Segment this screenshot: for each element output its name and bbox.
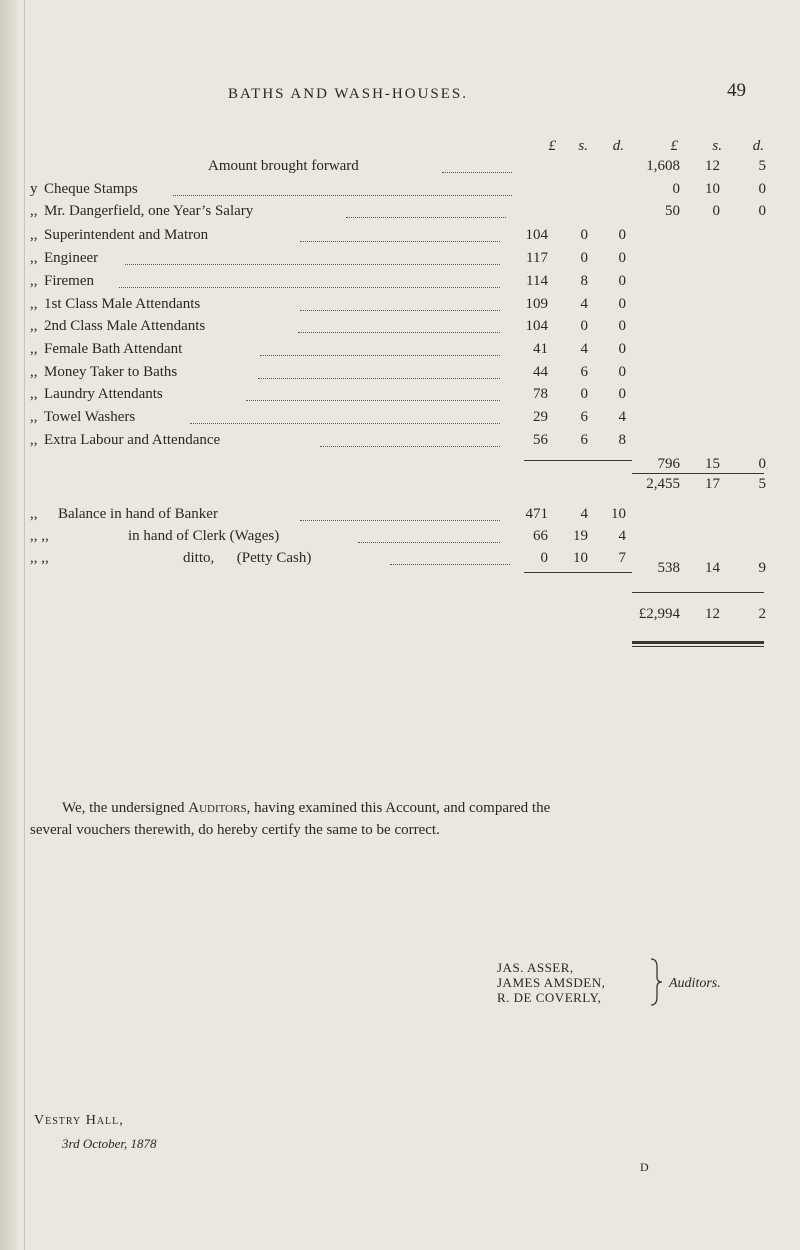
pounds: 104	[525, 318, 548, 334]
pence: 0	[618, 296, 626, 312]
ditto-mark: ,,	[30, 386, 38, 402]
leader-dots	[190, 423, 500, 424]
cert-text-b: , having examined this Account, and compared the	[246, 800, 551, 816]
ledger-row	[0, 528, 800, 548]
pounds: 109	[525, 296, 548, 312]
shillings: 0	[580, 318, 588, 334]
ledger-row	[0, 318, 800, 338]
certification-line-2: several vouchers therewith, do hereby certify the same to be correct.	[30, 822, 440, 838]
pence: 0	[618, 250, 626, 266]
double-rule-heavy	[632, 641, 764, 644]
shillings: 4	[580, 296, 588, 312]
pounds: 104	[525, 227, 548, 243]
row-label: 1st Class Male Attendants	[44, 296, 201, 312]
double-rule-light	[632, 646, 764, 647]
pence: 7	[618, 550, 626, 566]
page-number: 49	[727, 80, 746, 101]
pounds: £2,994	[638, 606, 680, 622]
running-total-rule	[632, 473, 764, 474]
shillings: 6	[580, 409, 588, 425]
leader-dots	[260, 355, 500, 356]
ledger-row	[0, 296, 800, 316]
leader-dots	[358, 542, 500, 543]
grand-total-rule	[632, 592, 764, 593]
pence: 0	[758, 456, 766, 472]
pounds: 78	[533, 386, 548, 402]
shillings: 12	[705, 158, 720, 174]
row-label: Laundry Attendants	[44, 386, 163, 402]
row-label: in hand of Clerk (Wages)	[128, 528, 280, 544]
row-label: Mr. Dangerfield, one Year’s Salary	[44, 203, 254, 219]
pence: 5	[758, 476, 766, 492]
row-label: Towel Washers	[44, 409, 136, 425]
col-pence-2: d.	[752, 138, 764, 154]
col-shilling-1: s.	[578, 138, 588, 154]
pence: 2	[758, 606, 766, 622]
pence: 10	[611, 506, 626, 522]
ledger-row	[0, 409, 800, 429]
row-label: Engineer	[44, 250, 99, 266]
leader-dots	[320, 446, 500, 447]
row-label: 2nd Class Male Attendants	[44, 318, 206, 334]
leader-dots	[346, 217, 506, 218]
row-label: ditto, (Petty Cash)	[183, 550, 312, 566]
shillings: 15	[705, 456, 720, 472]
shillings: 17	[705, 476, 720, 492]
ledger-row	[0, 181, 800, 201]
leader-dots	[119, 287, 500, 288]
pounds: 29	[533, 409, 548, 425]
row-label: Extra Labour and Attendance	[44, 432, 221, 448]
leader-dots	[125, 264, 500, 265]
shillings: 14	[705, 560, 720, 576]
leader-dots	[300, 310, 500, 311]
balance-subtotal-row	[0, 560, 800, 580]
col-pound-2: £	[670, 138, 678, 154]
col-pence-1: d.	[612, 138, 624, 154]
pounds: 50	[665, 203, 680, 219]
pence: 0	[618, 227, 626, 243]
auditor-name: JAS. ASSER,	[497, 960, 574, 975]
ditto-mark: ,,	[30, 341, 38, 357]
leader-dots	[173, 195, 512, 196]
pounds: 0	[672, 181, 680, 197]
pounds: 56	[533, 432, 548, 448]
row-label: Female Bath Attendant	[44, 341, 183, 357]
pence: 4	[618, 528, 626, 544]
auditors-role: Auditors.	[669, 976, 721, 991]
pounds: 44	[533, 364, 548, 380]
shillings: 19	[573, 528, 588, 544]
shillings: 6	[580, 432, 588, 448]
ditto-mark: ,,	[30, 318, 38, 334]
cert-text-a: We, the undersigned	[62, 800, 189, 816]
col-pound-1: £	[548, 138, 556, 154]
shillings: 6	[580, 364, 588, 380]
ledger-row	[0, 227, 800, 247]
shillings: 10	[573, 550, 588, 566]
ditto-mark: ,,	[30, 227, 38, 243]
col-shilling-2: s.	[712, 138, 722, 154]
ledger-row	[0, 203, 800, 223]
shillings: 8	[580, 273, 588, 289]
pounds: 0	[540, 550, 548, 566]
leader-dots	[442, 172, 512, 173]
shillings: 10	[705, 181, 720, 197]
pence: 9	[758, 560, 766, 576]
pounds: 538	[657, 560, 680, 576]
certification-line-1	[62, 800, 550, 817]
pence: 0	[618, 273, 626, 289]
ditto-mark: ,, ,,	[30, 528, 49, 544]
brought-forward-row	[0, 158, 800, 178]
shillings: 0	[580, 227, 588, 243]
row-label: Firemen	[44, 273, 94, 289]
shillings: 4	[580, 341, 588, 357]
ditto-mark: ,,	[30, 364, 38, 380]
ditto-mark: ,,	[30, 409, 38, 425]
shillings: 4	[580, 506, 588, 522]
pence: 0	[758, 203, 766, 219]
grand-total-row	[0, 606, 800, 626]
pounds: 114	[526, 273, 548, 289]
auditor-name: R. DE COVERLY,	[497, 990, 602, 1005]
cert-auditors-word: Auditors	[188, 800, 247, 816]
ledger-row	[0, 386, 800, 406]
ditto-mark: ,,	[30, 250, 38, 266]
row-label: Money Taker to Baths	[44, 364, 178, 380]
leader-dots	[300, 241, 500, 242]
pence: 5	[758, 158, 766, 174]
shillings: 0	[712, 203, 720, 219]
shillings: 12	[705, 606, 720, 622]
leader-dots	[258, 378, 500, 379]
ledger-row	[0, 364, 800, 384]
page-title: BATHS AND WASH-HOUSES.	[228, 86, 469, 102]
pence: 0	[618, 364, 626, 380]
pounds: 471	[525, 506, 548, 522]
ditto-mark: ,,	[30, 296, 38, 312]
pence: 0	[618, 341, 626, 357]
ledger-row	[0, 432, 800, 452]
pence: 8	[618, 432, 626, 448]
auditor-name: JAMES AMSDEN,	[497, 975, 606, 990]
ditto-mark: y	[30, 181, 38, 197]
running-total-row	[0, 476, 800, 496]
ledger-row	[0, 341, 800, 361]
leader-dots	[298, 332, 500, 333]
ditto-mark: ,,	[30, 203, 38, 219]
shillings: 0	[580, 386, 588, 402]
signature-mark: D	[640, 1160, 649, 1174]
row-label: Cheque Stamps	[44, 181, 138, 197]
pence: 4	[618, 409, 626, 425]
leader-dots	[246, 400, 500, 401]
pence: 0	[618, 386, 626, 402]
leader-dots	[300, 520, 500, 521]
ledger-row	[0, 250, 800, 270]
footer-place: Vestry Hall,	[34, 1113, 124, 1128]
pounds: 796	[657, 456, 680, 472]
row-label: Amount brought forward	[208, 158, 359, 174]
ledger-row	[0, 506, 800, 526]
pounds: 66	[533, 528, 548, 544]
ditto-mark: ,,	[30, 506, 38, 522]
pounds: 2,455	[646, 476, 680, 492]
ditto-mark: ,,	[30, 432, 38, 448]
footer-date: 3rd October, 1878	[62, 1136, 157, 1151]
row-label: Balance in hand of Banker	[58, 506, 218, 522]
pence: 0	[758, 181, 766, 197]
pounds: 1,608	[646, 158, 680, 174]
brace-icon	[648, 957, 664, 1007]
row-label: Superintendent and Matron	[44, 227, 209, 243]
ledger-row	[0, 273, 800, 293]
pounds: 41	[533, 341, 548, 357]
pence: 0	[618, 318, 626, 334]
shillings: 0	[580, 250, 588, 266]
pounds: 117	[526, 250, 548, 266]
ditto-mark: ,, ,,	[30, 550, 49, 566]
ditto-mark: ,,	[30, 273, 38, 289]
